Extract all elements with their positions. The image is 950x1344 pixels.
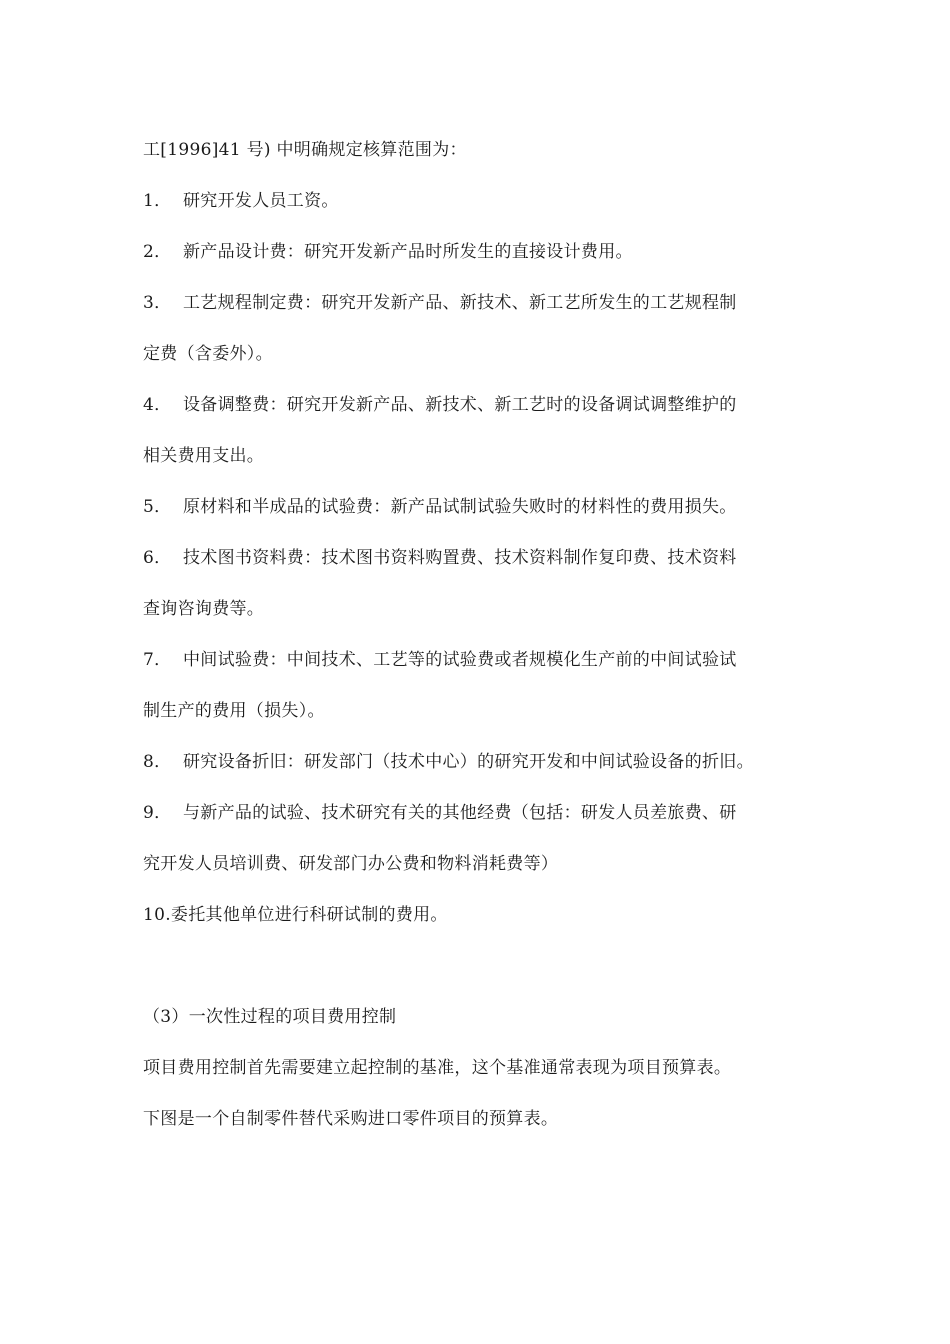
item-number: 3． bbox=[143, 293, 172, 313]
item-number: 7． bbox=[143, 650, 172, 670]
item-continuation: 究开发人员培训费、研发部门办公费和物料消耗费等） bbox=[143, 854, 559, 874]
list-item bbox=[143, 495, 823, 519]
item-text: 原材料和半成品的试验费：新产品试制试验失败时的材料性的费用损失。 bbox=[183, 497, 737, 517]
intro-line: 工[1996]41 号) 中明确规定核算范围为： bbox=[143, 140, 467, 160]
paragraph: 下图是一个自制零件替代采购进口零件项目的预算表。 bbox=[143, 1109, 559, 1129]
item-number: 4． bbox=[143, 395, 172, 415]
item-number: 2． bbox=[143, 242, 172, 262]
list-item bbox=[143, 240, 823, 264]
item-text: 新产品设计费：研究开发新产品时所发生的直接设计费用。 bbox=[183, 242, 633, 262]
item-text: 研究开发人员工资。 bbox=[183, 191, 339, 211]
list-item bbox=[143, 189, 823, 213]
list-item bbox=[143, 750, 823, 774]
list-item bbox=[143, 546, 823, 570]
item-continuation: 相关费用支出。 bbox=[143, 446, 265, 466]
list-item bbox=[143, 291, 823, 315]
list-item bbox=[143, 801, 823, 825]
item-number: 1． bbox=[143, 191, 172, 211]
item-number: 8． bbox=[143, 752, 172, 772]
item-continuation: 查询咨询费等。 bbox=[143, 599, 265, 619]
item-number: 9． bbox=[143, 803, 172, 823]
item-continuation: 制生产的费用（损失）。 bbox=[143, 701, 325, 721]
item-text: 技术图书资料费：技术图书资料购置费、技术资料制作复印费、技术资料 bbox=[183, 548, 737, 568]
item-number: 6． bbox=[143, 548, 172, 568]
item-text: 中间试验费：中间技术、工艺等的试验费或者规模化生产前的中间试验试 bbox=[183, 650, 737, 670]
section-heading: （3）一次性过程的项目费用控制 bbox=[143, 1007, 397, 1027]
item-number: 5． bbox=[143, 497, 172, 517]
item-text: 研究设备折旧：研发部门（技术中心）的研究开发和中间试验设备的折旧。 bbox=[183, 752, 754, 772]
item-text: 工艺规程制定费：研究开发新产品、新技术、新工艺所发生的工艺规程制 bbox=[183, 293, 737, 313]
list-item bbox=[143, 648, 823, 672]
paragraph: 项目费用控制首先需要建立起控制的基准，这个基准通常表现为项目预算表。 bbox=[143, 1058, 732, 1078]
item-continuation: 定费（含委外）。 bbox=[143, 344, 273, 364]
item-text: 与新产品的试验、技术研究有关的其他经费（包括：研发人员差旅费、研 bbox=[183, 803, 737, 823]
list-item: 10.委托其他单位进行科研试制的费用。 bbox=[143, 905, 448, 925]
list-item bbox=[143, 393, 823, 417]
item-text: 设备调整费：研究开发新产品、新技术、新工艺时的设备调试调整维护的 bbox=[183, 395, 737, 415]
